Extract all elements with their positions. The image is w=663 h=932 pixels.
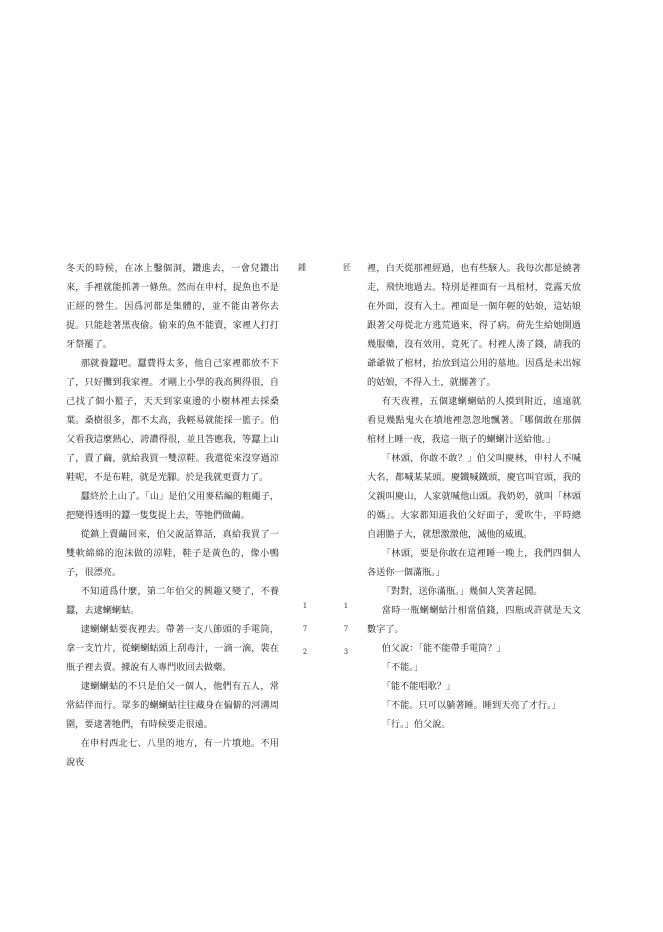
left-page-text [66, 259, 279, 772]
header-mark-right: 匠 [343, 263, 352, 272]
right-paragraph-2: 有天夜裡，五個逮蝲蝲蛄的人摸到附近，遠遠就看見幾點鬼火在墳地裡忽忽地飄著。「哪個敢在那個棺材上睡一夜，我這一瓶子的蝲蝲汁送給他。」 [367, 396, 581, 445]
header-mark-left: 鍾 [298, 263, 307, 272]
left-paragraph-5: 不知道爲什麼，第二年伯父的興趣又變了，不養蠶，去逮蝲蝲蛄。 [66, 586, 279, 616]
left-paragraph-6: 逮蝲蝲蛄要夜裡去。帶著一支八節頭的手電筒，拿一支竹片，從蝲蝲蛄頭上刮毒汁，一滴一滴，裝在瓶子裡去賣。據說有人專門收回去做藥。 [66, 624, 279, 673]
right-paragraph-5: 「對對，送你滿瓶。」幾個人笑著起鬨。 [381, 586, 543, 597]
right-paragraph-11: 「行。」伯父說。 [381, 719, 451, 730]
page-number-left-digit-3: 2 [302, 648, 308, 656]
right-paragraph-1: 裡，白天從那裡經過，也有些駭人。我每次都是繞著走，飛快地過去。特別是裡面有一具棺材，竟露天放在外面，沒有入土。裡面是一個年輕的姑娘，這姑娘跟著父母從北方逃荒過來，得了病。荷先生給她開過幾服藥，沒有效用，竟死了。村裡人湊了錢，請我的爺爺做了棺材，抬放到這公用的墓地。因爲是未出嫁的姑娘，不得入土，就擱著了。 [367, 263, 581, 388]
left-paragraph-2: 那就養蠶吧。蠶費得太多，他自己家裡都放不下了，只好攤到我家裡。才剛上小學的我高興得很，自己找了個小籃子，天天到家東邊的小樹林裡去採桑葉。桑樹很多，都不太高，我輕易就能採一籃子。伯父看我這麼熱心，誇讚得很，並且答應我，等蠶上山了，賣了繭，就給我買一雙涼鞋。我還從來沒穿過涼鞋呢，不是布鞋，就是光腳。於是我就更賣力了。 [66, 358, 279, 483]
right-paragraph-4: 「林頭，要是你敢在這裡睡一晚上，我們四個人各送你一個滿瓶。」 [367, 548, 581, 578]
right-paragraph-8: 「不能。」 [381, 662, 424, 673]
right-paragraph-3: 「林頭，你敢不敢？」伯父叫慶林，申村人不喊大名，都喊某某頭。慶鐵喊鐵頭，慶官叫官頭，我的父親叫慶山，人家就喊他山頭。我奶奶，就叫「林頭的媽」。大家都知道我伯父好面子，愛吹牛，平時總自詡膽子大，就想激激他，滅他的威風。 [367, 453, 581, 540]
page-number-left-digit-2: 7 [302, 625, 308, 633]
right-paragraph-7: 伯父說：「能不能帶手電筒？」 [381, 643, 506, 654]
left-paragraph-1: 冬天的時候，在冰上鑿個洞，鑽進去，一會兒鑽出來，手裡就能抓著一條魚。然而在申村，捉魚也不是正經的營生。因爲河都是集體的，並不能由著你去捉。只能趁著黑夜偷。偷來的魚不能賣，家裡人打打牙祭罷了。 [66, 263, 279, 350]
left-paragraph-7: 逮蝲蝲蛄的不只是伯父一個人，他們有五人，常常結伴而行。眾多的蝲蝲蛄往往藏身在偏僻的河溝周圍，要逮著牠們，有時候要走很遠。 [66, 681, 279, 730]
left-paragraph-4: 從鎮上賣繭回來，伯父說話算話，真給我買了一雙軟綿綿的泡沫做的涼鞋，鞋子是黃色的，像小鴨子，很漂亮。 [66, 529, 279, 578]
right-page-text [367, 259, 581, 734]
page-number-left-digit-1: 1 [302, 602, 308, 610]
left-paragraph-8: 在申村西北七、八里的地方，有一片墳地。不用說夜 [66, 738, 279, 768]
left-paragraph-3: 蠶終於上山了。「山」是伯父用麥秸編的粗繩子，把變得透明的蠶一隻隻捉上去，等牠們做繭。 [66, 491, 279, 521]
right-paragraph-10: 「不能。只可以躺著睡。睡到天亮了才行。」 [381, 700, 561, 711]
page-number-right-digit-2: 7 [343, 625, 349, 633]
right-paragraph-6: 當時一瓶蝲蝲蛄汁相當值錢，四瓶或許就是天文數字了。 [367, 605, 581, 635]
right-paragraph-9: 「能不能唱歌？」 [381, 681, 456, 692]
page-number-right-digit-1: 1 [343, 602, 349, 610]
page-number-right-digit-3: 3 [343, 648, 349, 656]
